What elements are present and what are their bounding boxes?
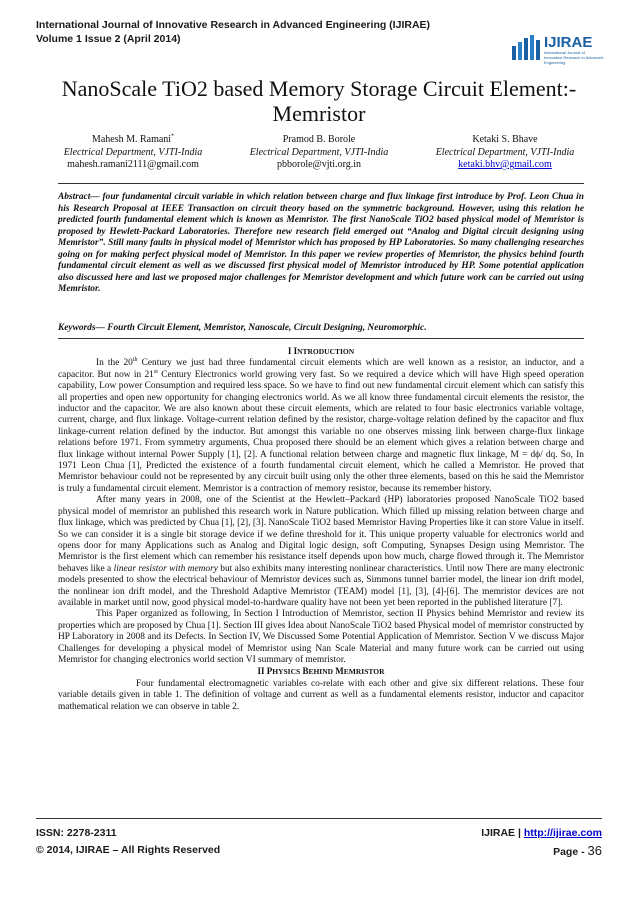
divider-bottom bbox=[58, 338, 584, 339]
author-name: Ketaki S. Bhave bbox=[472, 134, 538, 145]
author-affiliation: Electrical Department, VJTI-India bbox=[249, 146, 389, 158]
footer-divider bbox=[36, 818, 602, 819]
author-name: Mahesh M. Ramani bbox=[91, 134, 172, 145]
author-2 bbox=[226, 134, 412, 172]
journal-name: International Journal of Innovative Research in Advanced Engineering (IJIRAE) bbox=[36, 19, 431, 31]
keywords-text: Fourth Circuit Element, Memristor, Nanoscale, Circuit Designing, Neuromorphic. bbox=[104, 323, 427, 333]
footer-copyright: © 2014, IJIRAE – All Rights Reserved bbox=[36, 844, 221, 856]
paragraph: This Paper organized as following, In Section I Introduction of Memristor, section II Physics behind Memristor and review its properties which are proposed by Chua [1]. Section III gives Idea about NanoScale TiO2 based Physical model of memristor constructed by HP Laboratory in 2008 and its Defects. In Section IV, We Discussed Some Potential Application of Memristor. Section V we discuss Major Challenges for developing a physical model of Memristor using Nan Scale Material and many future work can be carried out using Memristor for changing electronics world section VI summary of memristor. bbox=[58, 609, 584, 665]
section-heading-1: I INTRODUCTION bbox=[287, 346, 355, 356]
paper-title: NanoScale TiO2 based Memory Storage Circuit Element:-Memristor bbox=[61, 76, 577, 126]
footer-url-link[interactable]: http://ijirae.com bbox=[523, 827, 602, 839]
abstract bbox=[58, 192, 584, 296]
keywords bbox=[58, 323, 584, 333]
footer-issn: ISSN: 2278-2311 bbox=[36, 827, 117, 839]
divider-top bbox=[58, 183, 584, 184]
footer-right bbox=[481, 825, 602, 861]
journal-volume: Volume 1 Issue 2 (April 2014) bbox=[36, 33, 181, 45]
paragraph: After many years in 2008, one of the Scientist at the Hewlett–Packard (HP) laboratories proposed NanoScale TiO2 based physical model of memristor an published this research work in Nature publication. Which filled up missing relation between charge and flux linkage, which was predicted by Chua [1], [2], [3]. NanoScale TiO2 based Memristor Having Properties like it can store Value in itself. So we can consider it is a single bit storage device if we define threshold for it. This unique property valuable for electronics world and opens door for many Applications such as Analog and Digital logic design, soft Computing, Synapses Design using Memristor. The Memristor is the first element which can remember his resistance itself depends upon how much, charge flowed through it. The Memristor behaves like a linear resistor with memory but also exhibits many interesting nonlinear characteristics. Until now There are many electronic models presented to show the electrical behaviour of Memristor devices such as, Simmons tunnel barrier model, the linear ion drift model, the nonlinear ion drift model, and the Threshold Adaptive Memristor (TEAM) model [1], [3], [4]-[6]. The memristor devices are not available in market until now, good physical model-to-hardware quality have not been yet been reported in the published literature [7]. bbox=[58, 495, 584, 608]
journal-header bbox=[36, 18, 430, 46]
footer-page-number: 36 bbox=[587, 843, 602, 858]
footer-journal: IJIRAE | bbox=[481, 827, 524, 839]
logo-text: IJIRAE bbox=[544, 34, 593, 51]
footer-page-label: Page - bbox=[553, 846, 585, 858]
logo-mark-icon bbox=[510, 32, 544, 62]
author-email-link[interactable]: ketaki.bhv@gmail.com bbox=[458, 159, 552, 170]
paragraph: In the 20th Century we just had three fundamental circuit elements which are well known as a resistor, an inductor, and a capacitor. But now in 21st Century Electronics world growing very fast. So we required a device which will have High speed operation capability, Low power Consumption and required less space. So we have to find out new fundamental circuit element which can satisfy this all properties and open new opportunity for changing electronics world. As we all know three fundamental circuit elements the resistor, the inductor and the capacitor. We are also known about these circuit elements, which are related to four basic electronics variable voltage, current, charge, and flux linkage. Voltage-current relation defined by the resistor, charge-voltage relation defined by the capacitor and flux linkage-current relation defined by the inductor. But amongst this variable no one observes missing link between charge-flux linkage relations before 1971. From symmetry arguments, Chua proposed there should be an element which gives a relation between charge and flux linkage without internal Power Supply [1], [2]. A functional relation between charge and magnetic flux linkage, M = dϕ/ dq. So, In 1971 Leon Chua [1], Predicted the existence of a fourth fundamental circuit element, which he called a Memristor. He proved that Memristor behaviour could not be represented by any circuit built using only the other three elements, based on this he said the Memristor is truly a fundamental circuit element. Memristor is a contraction of memory resistor, because its remember history. bbox=[58, 357, 584, 494]
section-heading-2: II PHYSICS BEHIND MEMRISTOR bbox=[257, 666, 385, 677]
author-affiliation: Electrical Department, VJTI-India bbox=[63, 146, 203, 158]
author-affiliation: Electrical Department, VJTI-India bbox=[435, 146, 575, 158]
author-3 bbox=[412, 134, 598, 172]
body-text bbox=[58, 346, 584, 713]
paragraph: Four fundamental electromagnetic variables co-relate with each other and give six different relations. These four variable details given in table 1. The definition of voltage and current as well as a fundamental elements resistor, inductor and capacitor mathematical relation we can observe in table 2. bbox=[58, 678, 584, 712]
author-email: pbborole@vjti.org.in bbox=[276, 159, 362, 170]
footer-left bbox=[36, 825, 220, 859]
author-block bbox=[40, 134, 598, 172]
logo-subtitle: International Journal of Innovative Research in Advanced Engineering bbox=[544, 50, 604, 65]
abstract-label: Abstract— bbox=[58, 192, 100, 202]
abstract-text: four fundamental circuit variable in which relation between charge and flux linkage first introduce by Prof. Leon Chua in his Research Proposal at IEEE Transaction on circuit theory based on the symmetric background. However, using this relation he predicted fourth fundamental element which is known as Memristor. The first NanoScale TiO2 based physical model of Memristor is proposed by Hewlett-Packard Laboratories. Therefore new research field emerged out “Analog and Digital circuit designing using Memristor”. Still many faults in physical model of Memristor which has proposed by HP Laboratories. So many challenging researches going on for making perfect physical model of Memristor. In this paper we review properties of Memristor, the physics behind fourth fundamental circuit element as well as we discussed first physical model of Memristor introduced by HP. Some potential application also discussed here and last we proposed major challenges for Memristor development and which future work can be carried out using Memristor. bbox=[58, 192, 584, 294]
author-mark: * bbox=[171, 133, 175, 140]
ijirae-logo bbox=[510, 32, 605, 64]
author-1 bbox=[40, 134, 226, 172]
keywords-label: Keywords— bbox=[58, 323, 105, 333]
author-email: mahesh.ramani2111@gmail.com bbox=[67, 159, 199, 170]
author-name: Pramod B. Borole bbox=[282, 134, 356, 145]
